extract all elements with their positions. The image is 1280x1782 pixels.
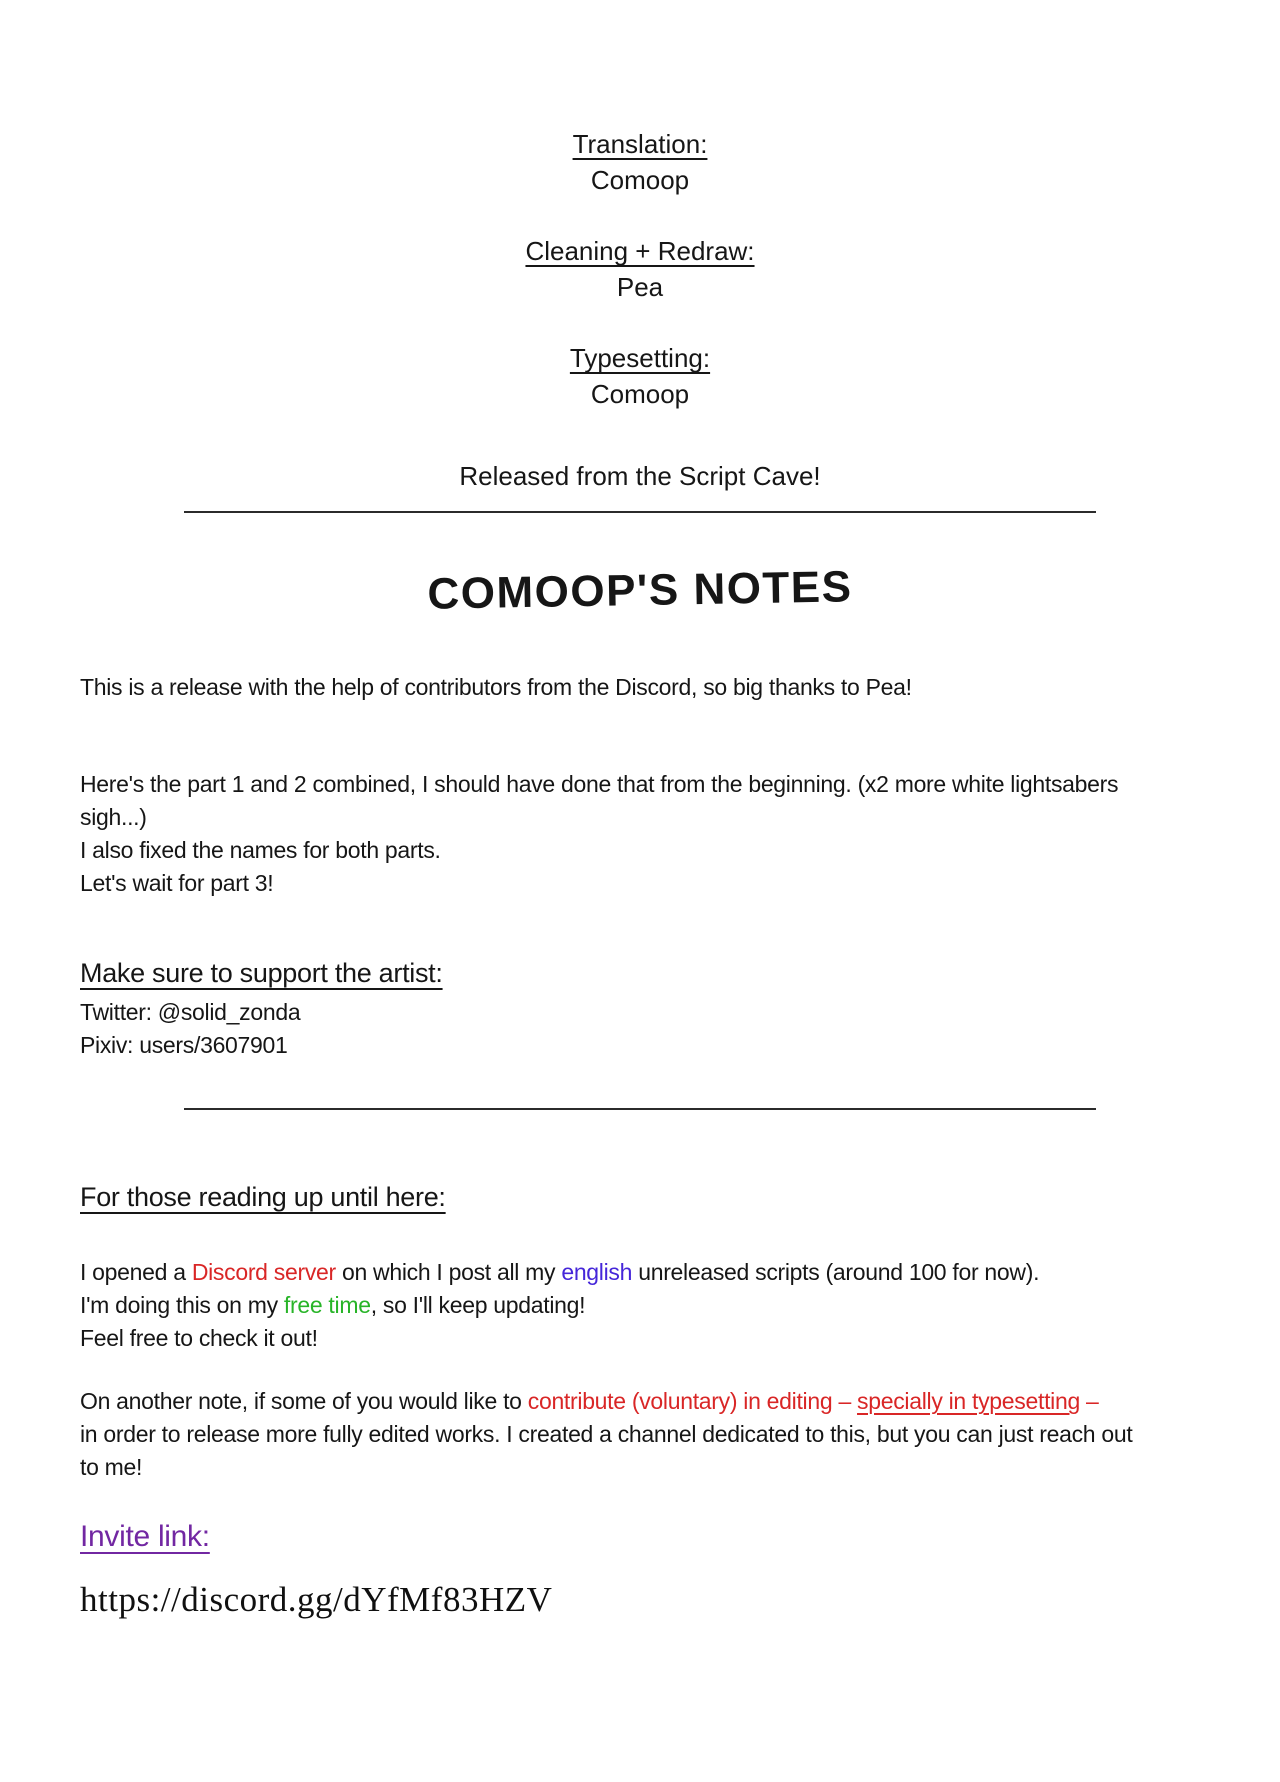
credit-role: Translation: [572,129,708,159]
contribute-text: contribute (voluntary) in editing – [527,1388,858,1414]
update-line: Here's the part 1 and 2 combined, I should have done that from the beginning. (x2 more white lightsabers sigh...) [80,771,1119,830]
release-line: Released from the Script Cave! [459,461,821,491]
text-segment: , so I'll keep updating! [370,1292,586,1318]
free-time-text: free time [283,1292,371,1318]
pixiv-handle: Pixiv: users/3607901 [80,1032,288,1058]
free-time-line [80,1289,1150,1322]
thanks-line: This is a release with the help of contributors from the Discord, so big thanks to Pea! [80,674,912,700]
text-segment: in order to release more fully edited works. I created a channel dedicated to this, but you can just reach out to me! [80,1421,1133,1480]
divider-line [184,1108,1096,1110]
discord-server-text: Discord server [191,1259,336,1285]
update-notes [80,768,1150,900]
english-text: english [561,1259,633,1285]
update-line: I also fixed the names for both parts. [80,837,441,863]
credit-role: Typesetting: [569,343,711,373]
contribute-paragraph [80,1385,1150,1484]
credit-translation [0,128,1280,196]
contribute-dash-text: – [1079,1388,1099,1414]
text-segment: On another note, if some of you would like to [80,1388,528,1414]
divider-line [184,511,1096,513]
text-segment: on which I post all my [335,1259,562,1285]
credit-name: Pea [616,272,664,302]
text-segment: I opened a [80,1259,192,1285]
support-artist-block [80,956,1150,1062]
check-it-out-line: Feel free to check it out! [80,1325,318,1351]
update-line: Let's wait for part 3! [80,870,274,896]
text-segment: I'm doing this on my [80,1292,284,1318]
credit-name: Comoop [590,165,690,195]
notes-title: COMOOP'S NOTES [427,562,853,619]
discord-server-paragraph [80,1256,1150,1289]
credit-role: Cleaning + Redraw: [525,236,755,266]
text-segment: unreleased scripts (around 100 for now). [632,1259,1040,1285]
credit-name: Comoop [590,379,690,409]
support-heading: Make sure to support the artist: [80,958,443,988]
discord-invite-url[interactable]: https://discord.gg/dYfMf83HZV [80,1580,553,1619]
credit-typesetting [0,342,1280,410]
typesetting-underline-text: specially in typesetting [857,1388,1080,1414]
credit-cleaning-redraw [0,235,1280,303]
twitter-handle: Twitter: @solid_zonda [80,999,301,1025]
invite-link-label: Invite link: [80,1520,210,1553]
outreach-heading: For those reading up until here: [80,1182,446,1212]
credits-block [0,0,1280,410]
